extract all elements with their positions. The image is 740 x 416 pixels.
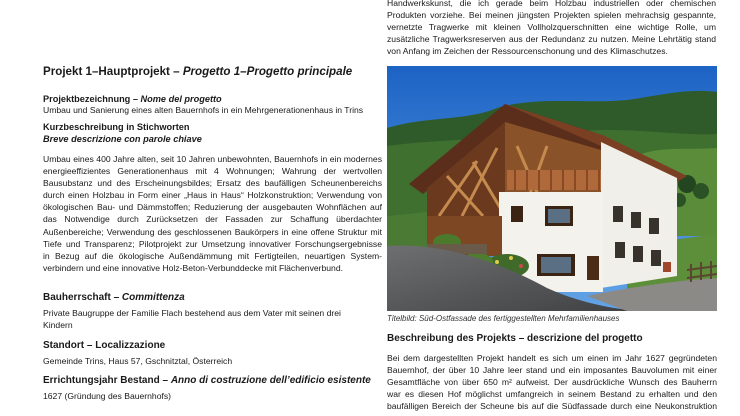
description-heading: Beschreibung des Projekts – descrizione del progetto	[387, 333, 643, 344]
keywords-label	[43, 121, 383, 145]
text-line: baufälligen Bereich der Scheune bis auf die Südfassade durch eine Neukonstruktion	[387, 401, 717, 412]
year-value: 1627 (Gründung des Bauernhofs)	[43, 391, 172, 401]
text-line: ökologischen Bau- und Dämmstoffen; Reduzierung der ausgebauten Wohnflächen auf	[43, 202, 382, 213]
keywords-label-it: Breve descrizione con parole chiave	[43, 134, 202, 144]
text-line: Tiefe und Transparenz; Pilotprojekt zur Umsetzung innovativer Forschungsergebnisse	[43, 238, 382, 249]
text-line: Außenbereiche; Verwendung des geschlossenen Baukörpers in eine offene Struktur mit	[43, 226, 382, 237]
photo-caption: Titelbild: Süd-Ostfassade des fertiggestellten Mehrfamilienhauses	[387, 314, 620, 323]
text-line: Private Baugruppe der Familie Flach bestehend aus dem Vater mit seinen drei	[43, 308, 341, 318]
text-line: war es diesen Hof möglichst umfangreich in seinem Bestand zu erhalten und den	[387, 389, 717, 400]
text-line: das Notwendige durch Zurücksetzen der Fassaden zur Schaffung überdachter	[43, 214, 382, 225]
text-line: zusätzliche Tragwerksreserven aus der Redundanz zu nutzen. Meine Lehrtätig stand	[387, 34, 716, 45]
text-line: Handwerkskunst, die ich gerade beim Holzbau industriellen oder chemischen	[387, 0, 716, 8]
keywords-label-de: Kurzbeschreibung in Stichworten	[43, 122, 190, 132]
location-value: Gemeinde Trins, Haus 57, Gschnitztal, Österreich	[43, 356, 233, 366]
description-paragraph	[387, 352, 717, 412]
text-line: Bauernhof, der über 10 Jahre leer stand und ein imposantes Bauvolumen mit einer	[387, 365, 717, 376]
text-line: energieeffizientes Generationenhaus mit 4 Wohnungen; Wahrung der wertvollen	[43, 166, 382, 177]
client-value	[43, 307, 363, 331]
text-line: Produkten vorziehe. Bei meinen jüngsten Projekten spielen mehrachsig gespannte,	[387, 10, 716, 21]
text-line: durch einen Holzbau in Form einer „Haus in Haus“ Holzkonstruktion; Verwendung von	[43, 190, 382, 201]
text-line: Bei dem dargestellten Projekt handelt es sich um einen im Jahr 1627 gegründeten	[387, 353, 717, 363]
farmhouse-photo	[387, 66, 717, 311]
project-name-label: Projektbezeichnung – Nome del progetto	[43, 94, 222, 104]
text-line: vernetzte Tragwerke mit kleinen Vollholzquerschnitten eine wichtige Rolle, um	[387, 22, 716, 33]
text-line: von Anfang im Zeichen der Ressourcenschonung und des Klimaschutzes.	[387, 46, 668, 57]
project-name-value: Umbau und Sanierung eines alten Bauernhofs in ein Mehrgenerationenhaus in Trins	[43, 105, 364, 115]
text-line: Umbau eines 400 Jahre alten, seit 10 Jahren unbewohnten, Bauernhofs in ein modernes	[43, 154, 382, 164]
text-line: in Bezug auf die ökologische Außendämmung mit Fertigteilen, neuartigen System-	[43, 250, 382, 261]
text-line: Gesamtfläche von über 650 m² aufweist. Der ausdrückliche Wunsch des Bauherrn	[387, 377, 717, 388]
text-line: verbindern und eine innovative Holz-Beton-Verbunddecke mit Flächenverbund.	[43, 262, 344, 273]
client-label: Bauherrschaft – Committenza	[43, 292, 185, 303]
project-heading: Projekt 1–Hauptprojekt – Progetto 1–Progetto principale	[43, 65, 353, 78]
keywords-paragraph	[43, 153, 382, 274]
text-line: Bausubstanz und des Erscheinungsbildes; Ersatz des baufälligen Scheunenbereichs	[43, 178, 382, 189]
location-label: Standort – Localizzazione	[43, 340, 166, 351]
intro-paragraph	[387, 0, 716, 57]
text-line: Kindern	[43, 320, 73, 331]
year-label: Errichtungsjahr Bestand – Anno di costruzione dell’edificio esistente	[43, 375, 371, 386]
